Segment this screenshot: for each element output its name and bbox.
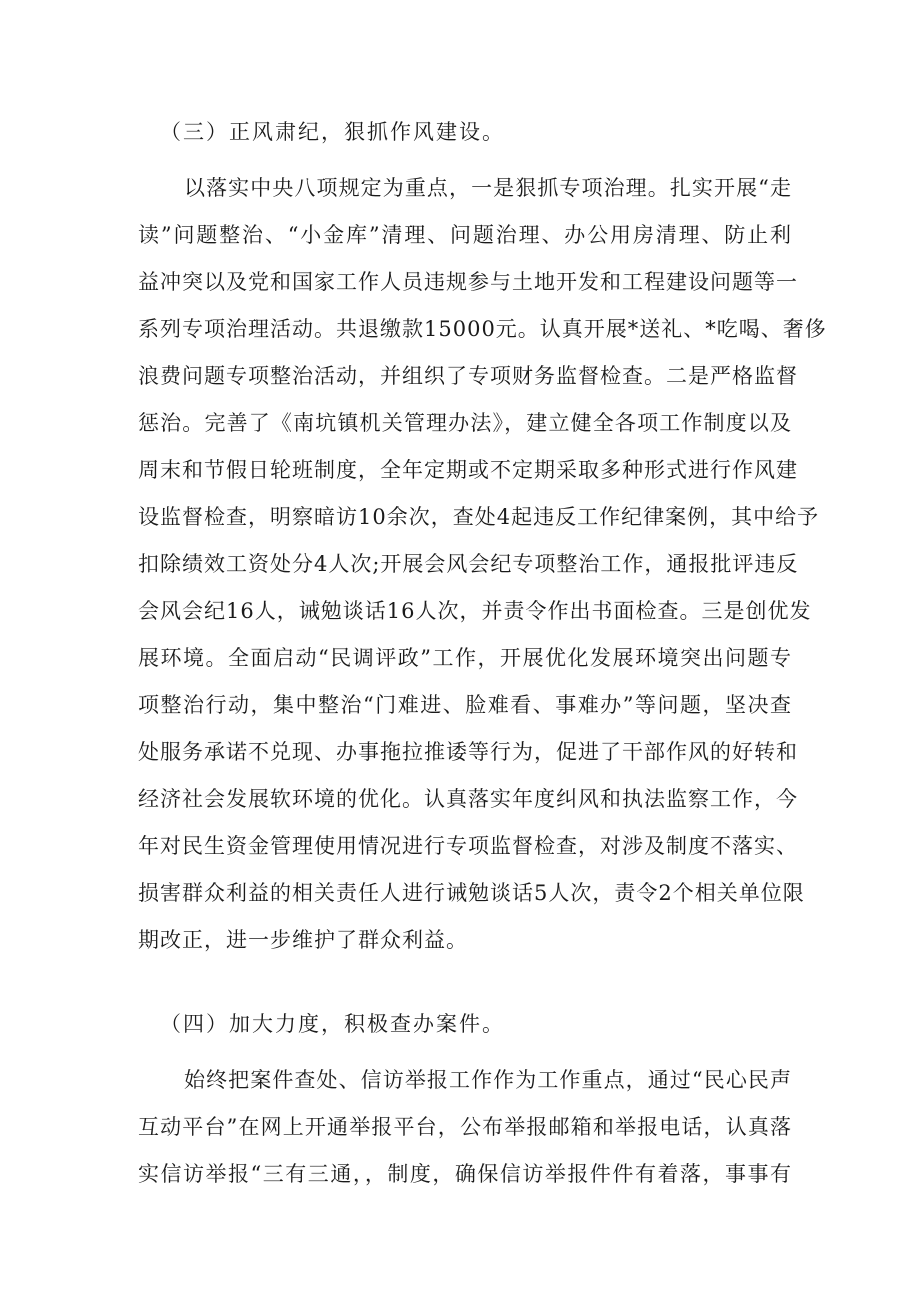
paragraph-line: 以落实中央八项规定为重点，一是狠抓专项治理。扎实开展“走 [184, 176, 792, 200]
paragraph-line: 周末和节假日轮班制度，全年定期或不定期采取多种形式进行作风建 [138, 458, 798, 482]
paragraph-line: 设监督检查，明察暗访10余次，查处4起违反工作纪律案例，其中给予 [138, 505, 820, 529]
section-3-heading: （三）正风肃纪，狠抓作风建设。 [160, 120, 505, 144]
paragraph-line: 始终把案件查处、信访举报工作作为工作重点，通过“民心民声 [184, 1068, 792, 1092]
section-3-body [138, 165, 827, 964]
paragraph-line: 系列专项治理活动。共退缴款15000元。认真开展*送礼、*吃喝、奢侈 [138, 317, 827, 341]
paragraph-line: 扣除绩效工资处分4人次;开展会风会纪专项整治工作，通报批评违反 [138, 552, 799, 576]
paragraph-line: 读”问题整治、“小金库”清理、问题治理、办公用房清理、防止利 [138, 223, 792, 247]
paragraph-line: 年对民生资金管理使用情况进行专项监督检查，对涉及制度不落实、 [138, 834, 798, 858]
paragraph-line: 互动平台”在网上开通举报平台，公布举报邮箱和举报电话，认真落 [138, 1115, 792, 1139]
paragraph-line: 期改正，进一步维护了群众利益。 [138, 928, 468, 952]
section-4-body [138, 1057, 792, 1198]
paragraph-line: 会风会纪16人，诫勉谈话16人次，并责令作出书面检查。三是创优发 [138, 599, 812, 623]
paragraph-line: 处服务承诺不兑现、办事拖拉推诿等行为，促进了干部作风的好转和 [138, 740, 798, 764]
paragraph-line: 实信访举报“三有三通，，制度，确保信访举报件件有着落，事事有 [138, 1162, 792, 1186]
paragraph-line: 惩治。完善了《南坑镇机关管理办法》，建立健全各项工作制度以及 [138, 411, 792, 435]
paragraph-line: 展环境。全面启动“民调评政”工作，开展优化发展环境突出问题专 [138, 646, 792, 670]
paragraph-line: 项整治行动，集中整治“门难进、脸难看、事难办”等问题，坚决查 [138, 693, 792, 717]
paragraph-line: 损害群众利益的相关责任人进行诫勉谈话5人次，责令2个相关单位限 [138, 881, 805, 905]
paragraph-line: 浪费问题专项整治活动，并组织了专项财务监督检查。二是严格监督 [138, 364, 798, 388]
paragraph-line: 经济社会发展软环境的优化。认真落实年度纠风和执法监察工作，今 [138, 787, 798, 811]
section-4-heading: （四）加大力度，积极查办案件。 [160, 1012, 505, 1036]
paragraph-line: 益冲突以及党和国家工作人员违规参与土地开发和工程建设问题等一 [138, 270, 798, 294]
